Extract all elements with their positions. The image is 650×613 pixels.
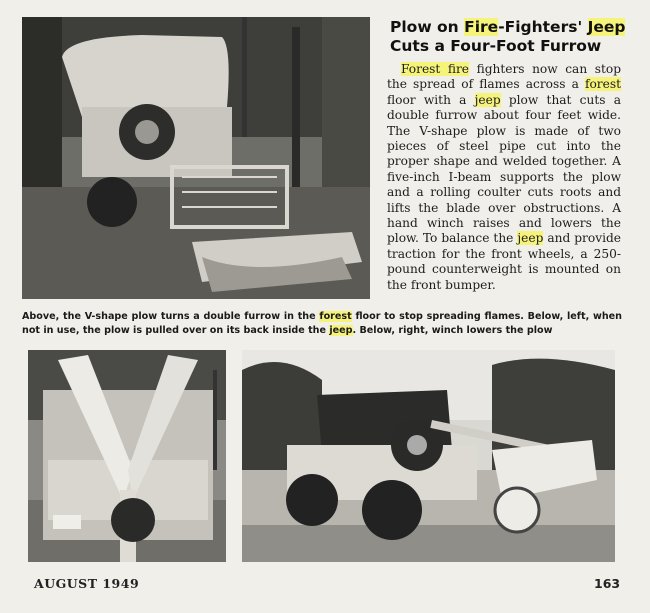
article-highlight-forest: forest [584,77,621,92]
caption-highlight-jeep: jeep [329,325,353,336]
caption-text: . Below, right, winch lowers the plow [352,325,553,336]
article-body [387,62,621,293]
article-text: and provide traction for the front wheels, a 250-pound counterweight is mounted on the front bumper. [387,231,621,292]
caption-highlight-forest: forest [319,311,352,322]
headline-part: -Fighters' [498,18,588,36]
article-text: plow that cuts a double furrow about four feet wide. The V-shape plow is made of two pieces of steel pipe cut into the proper shape and welded together. A five-inch I-beam supports the plow and a rolling coulter cuts roots and lifts the blade over obstructions. A hand winch raises and lowers the plow. To balance the [387,92,621,246]
headline-highlight-fire: Fire [464,18,499,36]
article-text: fighters now can stop the spread of flames across a [387,62,621,92]
caption-text: floor to stop spreading flames. Below, left, when not in use, the plow is pulled over on its back inside the [22,311,622,336]
article-highlight-forest-fire: Forest fire [401,62,470,76]
headline-highlight-jeep: Jeep [587,18,626,36]
page-number: 163 [594,576,621,591]
article-text: floor with a [387,92,475,107]
photo-caption [22,310,622,338]
photo-jeep-plowing-forest [22,17,370,299]
article-highlight-jeep: jeep [517,231,544,246]
caption-text: Above, the V-shape plow turns a double furrow in the [22,311,320,322]
article-highlight-jeep: jeep [474,92,501,107]
headline [390,18,630,56]
headline-part: Cuts a Four-Foot Furrow [390,37,602,55]
photo-plow-stowed-in-jeep [28,350,226,562]
headline-part: Plow on [390,18,465,36]
photo-winch-lowers-plow [242,350,615,562]
issue-date: AUGUST 1949 [34,576,140,591]
